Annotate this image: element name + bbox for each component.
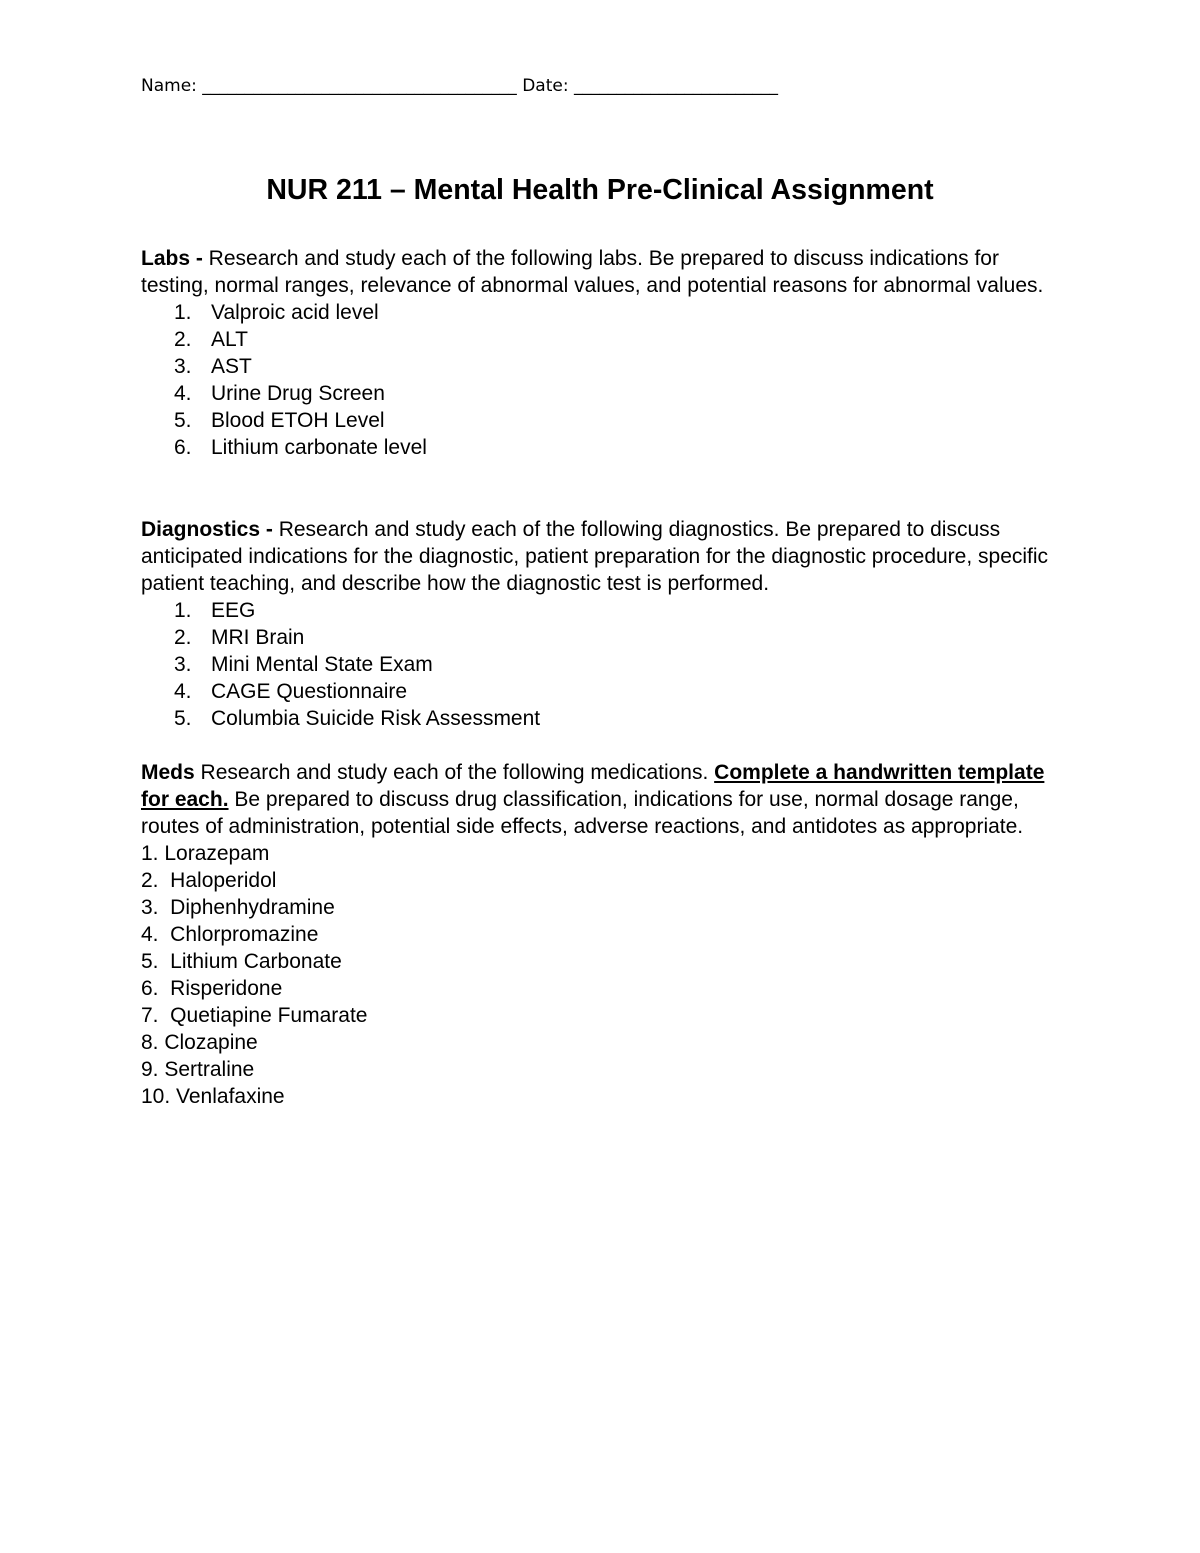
list-item-number: 5. <box>174 409 192 432</box>
meds-label: Meds <box>141 761 195 784</box>
list-item <box>141 407 1071 434</box>
date-label: Date: <box>522 76 569 96</box>
list-item-text: Lithium carbonate level <box>211 436 427 459</box>
meds-intro-text-b: Be prepared to discuss drug classification, indications for use, normal dosage range, routes of administration, potential side effects, adverse reactions, and antidotes as appropriate. <box>141 788 1024 838</box>
list-item: 2. Haloperidol <box>141 869 277 892</box>
labs-list <box>141 299 1071 461</box>
list-item <box>141 597 1071 624</box>
list-item: 3. Diphenhydramine <box>141 896 335 919</box>
list-item <box>141 380 1071 407</box>
list-item: 7. Quetiapine Fumarate <box>141 1004 368 1027</box>
page-title: NUR 211 – Mental Health Pre-Clinical Assignment <box>266 174 934 206</box>
list-item-text: MRI Brain <box>211 626 305 649</box>
name-label: Name: <box>141 76 197 96</box>
labs-intro-text: Research and study each of the following labs. Be prepared to discuss indications for testing, normal ranges, relevance of abnormal values, and potential reasons for abnormal values. <box>141 247 1044 297</box>
list-item <box>141 434 1071 461</box>
list-item-number: 3. <box>174 355 192 378</box>
diagnostics-list <box>141 597 1071 732</box>
list-item-number: 2. <box>174 328 192 351</box>
list-item: 1. Lorazepam <box>141 842 270 865</box>
list-item: 8. Clozapine <box>141 1031 258 1054</box>
meds-emphasis: Complete a handwritten template for each. <box>141 761 1045 811</box>
labs-section <box>141 245 1071 461</box>
list-item-number: 2. <box>174 626 192 649</box>
list-item-text: Urine Drug Screen <box>211 382 385 405</box>
diagnostics-intro-text: Research and study each of the following diagnostics. Be prepared to discuss anticipated indications for the diagnostic, patient preparation for the diagnostic procedure, specific patient teaching, and describe how the diagnostic test is performed. <box>141 518 1049 595</box>
list-item <box>141 705 1071 732</box>
list-item <box>141 299 1071 326</box>
list-item-number: 3. <box>174 653 192 676</box>
header-name-date <box>141 75 778 97</box>
list-item: 5. Lithium Carbonate <box>141 950 342 973</box>
diagnostics-section <box>141 516 1071 732</box>
list-item: 6. Risperidone <box>141 977 283 1000</box>
list-item-number: 1. <box>174 599 192 622</box>
list-item-number: 1. <box>174 301 192 324</box>
list-item-text: AST <box>211 355 252 378</box>
labs-intro <box>141 245 1071 299</box>
list-item-text: ALT <box>211 328 248 351</box>
list-item-number: 5. <box>174 707 192 730</box>
list-item: 10. Venlafaxine <box>141 1085 285 1108</box>
list-item <box>141 678 1071 705</box>
list-item-number: 6. <box>174 436 192 459</box>
list-item <box>141 326 1071 353</box>
meds-intro <box>141 759 1071 840</box>
meds-list <box>141 840 1071 1110</box>
diagnostics-label: Diagnostics - <box>141 518 273 541</box>
list-item-text: EEG <box>211 599 256 622</box>
diagnostics-intro <box>141 516 1071 597</box>
list-item <box>141 651 1071 678</box>
list-item-number: 4. <box>174 382 192 405</box>
list-item-text: CAGE Questionnaire <box>211 680 408 703</box>
list-item: 9. Sertraline <box>141 1058 255 1081</box>
date-blank: ________________________ <box>573 76 778 96</box>
labs-label: Labs - <box>141 247 203 270</box>
list-item-text: Blood ETOH Level <box>211 409 385 432</box>
list-item-number: 4. <box>174 680 192 703</box>
list-item: 4. Chlorpromazine <box>141 923 319 946</box>
meds-intro-text-a: Research and study each of the following medications. <box>194 761 715 784</box>
list-item <box>141 353 1071 380</box>
list-item-text: Mini Mental State Exam <box>211 653 433 676</box>
name-blank: _____________________________________ <box>202 76 517 96</box>
list-item-text: Valproic acid level <box>211 301 379 324</box>
list-item <box>141 624 1071 651</box>
list-item-text: Columbia Suicide Risk Assessment <box>211 707 541 730</box>
meds-section <box>141 759 1071 1110</box>
